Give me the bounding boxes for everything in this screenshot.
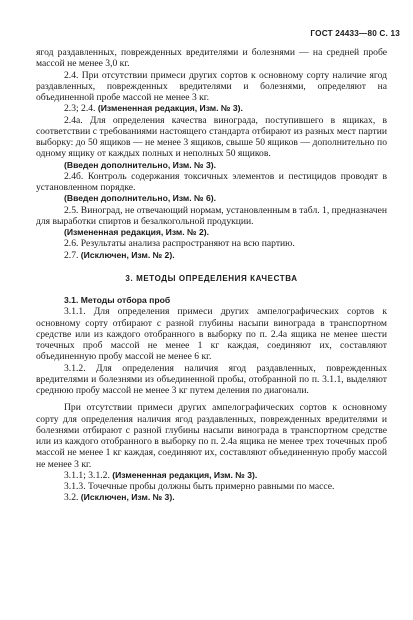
amendment-2-4a-note: (Введен дополнительно, Изм. № 3). (64, 159, 217, 170)
amendment-note: (Измененная редакция, Изм. № 3). (112, 469, 258, 480)
amendment-ref: 3.2. (64, 492, 79, 504)
paragraph-3-1-1: 3.1.1. Для определения примеси других ампелографических сортов к основному сорту отбирают с разной глубины насыпи винограда в транспортном средстве или из каждого отобранного в выборку по п. 2.4а ящика не менее шести точечных проб массой не менее 1 кг каждая, соединяют их, составляют объединенную пробу массой не менее 6 кг. (36, 306, 387, 363)
paragraph-2-7 (36, 250, 387, 261)
page-body (36, 47, 387, 504)
paragraph-3-1-2: 3.1.2. Для определения наличия ягод раздавленных, поврежденных вредителями и болезнями из объединенной пробы, отобранной по п. 3.1.1, выделяют среднюю пробу массой не менее 3 кг путем деления по диагонали. (36, 362, 387, 396)
amendment-2-5-note: (Измененная редакция, Изм. № 2). (64, 227, 210, 237)
paragraph-2-4b: 2.4б. Контроль содержания токсичных элементов и пестицидов проводят в установленном порядке. (36, 170, 387, 193)
amendment-ref: 2.3; 2.4. (64, 103, 96, 115)
section-3-title: 3. МЕТОДЫ ОПРЕДЕЛЕНИЯ КАЧЕСТВА (125, 273, 298, 283)
amendment-2-4b-note: (Введен дополнительно, Изм. № 6). (64, 193, 217, 204)
amendment-3-1-1-3-1-2 (36, 470, 387, 481)
paragraph-2-6: 2.6. Результаты анализа распространяют на всю партию. (64, 238, 295, 250)
amendment-2-3-2-4 (36, 103, 387, 114)
paragraph-2-4: 2.4. При отсутствии примеси других сортов к основному сорту наличие ягод раздавленных, поврежденных вредителями и болезнями, определяют на объединенной пробе массой не менее 3 кг. (36, 69, 387, 103)
subsection-3-1-heading: 3.1. Методы отбора проб (64, 295, 171, 305)
paragraph-3-2 (36, 492, 387, 503)
amendment-note: (Исключен, Изм. № 3). (80, 492, 175, 503)
paragraph-continuation: ягод раздавленных, поврежденных вредителями и болезнями — на средней пробе массой не менее 3,0 кг. (36, 47, 387, 70)
amendment-ref: 2.7. (64, 249, 79, 261)
amendment-note: (Измененная редакция, Изм. № 3). (97, 103, 243, 114)
paragraph-3-1-3: 3.1.3. Точечные пробы должны быть примерно равными по массе. (64, 481, 335, 492)
paragraph-3-1-2-continued: При отсутствии примеси других ампелографических сортов к основному сорту для определения наличия ягод раздавленных, поврежденных вредителями и болезнями отбирают с разной глубины насыпи винограда в транспортном средстве или из каждого отобранного в выборку по п. 2.4а ящика не менее трех точечных проб массой не менее 1 кг каждая, соединяют их, составляют объединенную пробу массой не менее 3 кг. (36, 402, 387, 470)
paragraph-2-5: 2.5. Виноград, не отвечающий нормам, установленным в табл. 1, предназначен для выработки спиртов и безалкогольной продукции. (36, 204, 387, 227)
paragraph-2-4a: 2.4а. Для определения качества винограда, поступившего в ящиках, в соответствии с требованиями настоящего стандарта отбирают из разных мест партии выборку: до 50 ящиков — не менее 3 ящиков, свыше 50 ящиков — дополнительно по одному ящику от каждых полных и неполных 50 ящиков. (36, 114, 387, 160)
amendment-note: (Исключен, Изм. № 2). (80, 249, 175, 260)
amendment-ref: 3.1.1; 3.1.2. (64, 469, 110, 481)
running-header: ГОСТ 24433—80 С. 13 (310, 29, 400, 38)
